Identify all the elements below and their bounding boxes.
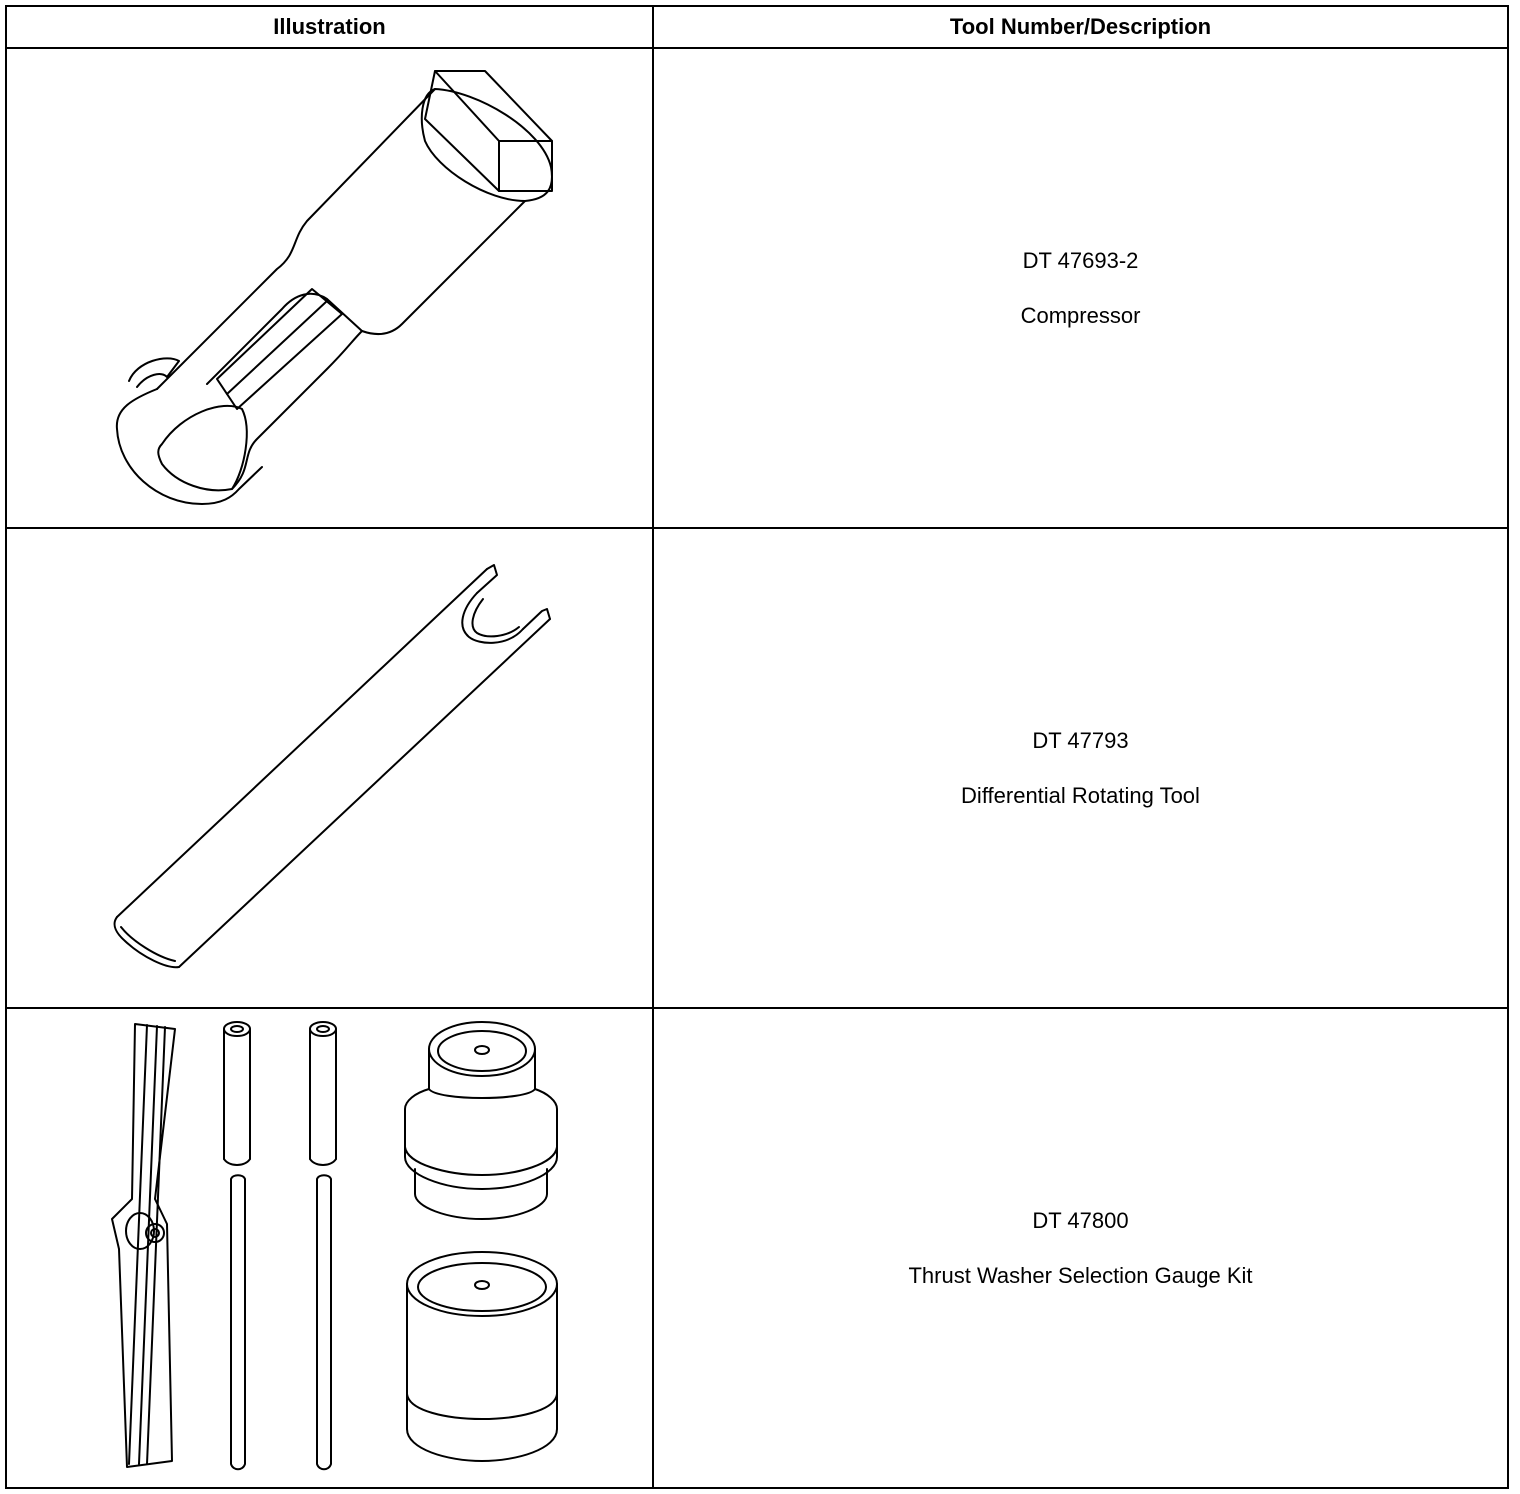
thrust-washer-gauge-kit-illustration-icon	[7, 1009, 652, 1487]
table-header-row	[6, 6, 1508, 48]
tool-description: Thrust Washer Selection Gauge Kit	[908, 1262, 1253, 1288]
illustration-cell	[6, 48, 653, 528]
tool-number: DT 47800	[1032, 1207, 1129, 1233]
compressor-illustration-icon	[7, 49, 652, 527]
illustration-cell	[6, 528, 653, 1008]
table-row	[6, 48, 1508, 528]
tool-number: DT 47793	[1032, 727, 1129, 753]
tool-description-cell	[653, 528, 1508, 1008]
special-tools-table	[5, 5, 1509, 1489]
gauge-pin-icon	[310, 1022, 336, 1469]
stepped-gauge-block-icon	[405, 1022, 557, 1219]
gauge-bar-icon	[112, 1024, 175, 1467]
cylinder-gauge-block-icon	[407, 1252, 557, 1461]
illustration-cell	[6, 1008, 653, 1488]
tool-description: Differential Rotating Tool	[961, 782, 1200, 808]
tool-description-cell	[653, 48, 1508, 528]
header-tool-number-description: Tool Number/Description	[653, 6, 1508, 48]
table-row	[6, 1008, 1508, 1488]
header-illustration: Illustration	[6, 6, 653, 48]
tool-number: DT 47693-2	[1022, 247, 1139, 273]
gauge-pin-icon	[224, 1022, 250, 1469]
tool-description: Compressor	[1020, 302, 1141, 328]
tool-description-cell	[653, 1008, 1508, 1488]
differential-rotating-tool-illustration-icon	[7, 529, 652, 1007]
table-row	[6, 528, 1508, 1008]
